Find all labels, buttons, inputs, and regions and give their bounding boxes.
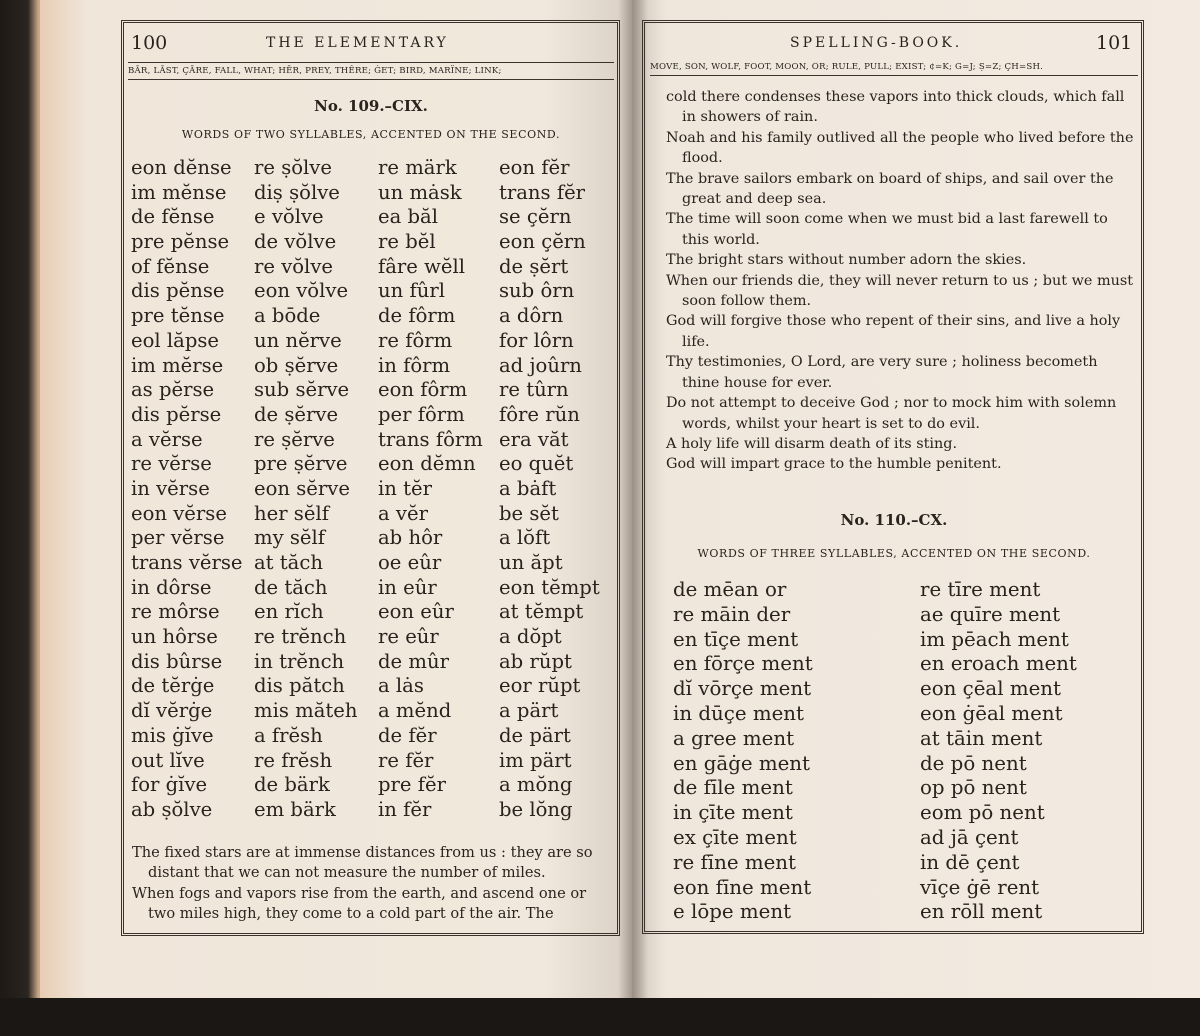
- spelling-word: em bärk: [254, 797, 336, 821]
- spelling-word: dĭ vĕrġe: [131, 699, 213, 723]
- spelling-word: diṣ ṣŏlve: [254, 180, 340, 204]
- lesson-109-column-1: [131, 156, 243, 823]
- reading-sentence: Thy testimonies, O Lord, are very sure ; holiness becometh thine house for ever.: [666, 354, 1098, 391]
- spelling-word: ab ṣŏlve: [131, 797, 213, 821]
- spelling-word: sub ôrn: [499, 279, 575, 303]
- spelling-word: im mĕnse: [131, 180, 227, 204]
- left-pronunciation-key: BĀR, LĀST, ÇĀRE, FALL, WHAT; HĒR, PREY, THÊRE; ĠET; BIRD, MARÏNE; LINK;: [128, 62, 614, 80]
- spelling-word: ad jā çent: [920, 825, 1019, 849]
- lesson-110-column-1: [673, 578, 813, 925]
- spelling-word: in dē çent: [920, 850, 1020, 874]
- spelling-word: dis pĕnse: [131, 279, 225, 303]
- spelling-word: at tăch: [254, 551, 323, 574]
- spelling-word: fâre wĕll: [378, 254, 466, 278]
- spelling-word: in vĕrse: [131, 476, 210, 500]
- spelling-word: trans vĕrse: [131, 551, 243, 574]
- spelling-word: a dôrn: [499, 304, 564, 328]
- spelling-word: re vĕrse: [131, 452, 212, 476]
- spelling-word: en tīçe ment: [673, 627, 799, 651]
- bottom-shadow: [0, 998, 1200, 1036]
- spelling-word: de ṣĕrt: [499, 254, 569, 278]
- spelling-word: eon fīne ment: [673, 875, 812, 899]
- spelling-word: re ṣĕrve: [254, 427, 335, 451]
- spelling-word: per fôrm: [378, 402, 465, 426]
- reading-sentence: When our friends die, they will never return to us ; but we must soon follow them.: [666, 272, 1134, 310]
- spelling-word: eor rŭpt: [499, 674, 581, 698]
- spelling-word: ae quīre ment: [920, 602, 1061, 626]
- spelling-word: en rĭch: [254, 600, 324, 624]
- spelling-word: e lōpe ment: [673, 900, 792, 924]
- reading-sentence: The time will soon come when we must bid a last farewell to this world.: [666, 211, 1108, 248]
- spelling-word: eon çēal ment: [920, 677, 1061, 701]
- reading-sentence: The fixed stars are at immense distances from us : they are so distant that we can not measure the number of miles.: [132, 844, 593, 882]
- lesson-109-column-2: [254, 156, 357, 823]
- spelling-word: eon sĕrve: [254, 476, 350, 500]
- spelling-word: out lĭve: [131, 748, 205, 772]
- spelling-word: for lôrn: [499, 328, 574, 352]
- spelling-word: vīçe ġē rent: [920, 875, 1040, 899]
- lesson-109-column-3: [378, 156, 483, 823]
- spelling-word: eon vĕrse: [131, 501, 227, 525]
- spelling-word: eo quĕt: [499, 452, 574, 476]
- spelling-word: dis bûrse: [131, 649, 223, 673]
- spelling-word: a mĕnd: [378, 699, 452, 723]
- spelling-word: a lŏft: [499, 526, 551, 550]
- spelling-word: a frĕsh: [254, 723, 323, 747]
- spelling-word: re vŏlve: [254, 254, 333, 278]
- spelling-word: mis ġĭve: [131, 723, 214, 747]
- spelling-word: dis pĕrse: [131, 402, 222, 426]
- spelling-word: of fĕnse: [131, 254, 210, 278]
- right-page-number: 101: [1096, 32, 1133, 54]
- spelling-word: de fīle ment: [673, 776, 793, 800]
- spelling-word: ea băl: [378, 205, 438, 229]
- reading-sentence: Noah and his family outlived all the people who lived before the flood.: [666, 129, 1134, 167]
- spelling-word: era văt: [499, 427, 569, 451]
- spelling-word: in dôrse: [131, 575, 212, 599]
- reading-sentence: God will forgive those who repent of their sins, and live a holy life.: [666, 313, 1121, 350]
- spelling-word: per vĕrse: [131, 526, 225, 550]
- spelling-word: a gree ment: [673, 726, 795, 750]
- spelling-word: fôre rŭn: [499, 402, 580, 426]
- spelling-word: my sĕlf: [254, 526, 326, 550]
- spelling-word: eon vŏlve: [254, 279, 349, 303]
- spelling-word: de pō nent: [920, 751, 1027, 775]
- spelling-word: de tăch: [254, 575, 328, 599]
- lesson-110-title: No. 110.–CX.: [840, 511, 948, 529]
- spelling-word: oe eûr: [378, 551, 442, 574]
- spelling-word: un nĕrve: [254, 328, 342, 352]
- spelling-word: de fĕnse: [131, 205, 215, 229]
- spelling-word: trans fĕr: [499, 180, 586, 204]
- spelling-word: mis măteh: [254, 699, 358, 723]
- spelling-word: in fĕr: [378, 797, 432, 821]
- right-running-head: SPELLING-BOOK.: [790, 35, 963, 51]
- spelling-word: at tĕmpt: [499, 600, 584, 624]
- spelling-word: eon çĕrn: [499, 230, 586, 254]
- spelling-word: a dŏpt: [499, 625, 562, 649]
- lesson-109-title: No. 109.–CIX.: [314, 97, 428, 115]
- spelling-word: pre ṣĕrve: [254, 452, 348, 476]
- spelling-word: as pĕrse: [131, 378, 215, 402]
- left-running-head: THE ELEMENTARY: [266, 35, 449, 51]
- spelling-word: op pō nent: [920, 776, 1027, 800]
- right-pronunciation-key: MOVE, SŎN, WOLF, FOOT, MOON, ÔR; RULE, PULL; EXIST; ¢=K; Ġ=J; Ṣ=Z; ÇH=SH.: [650, 62, 1138, 76]
- spelling-word: a bȧft: [499, 476, 557, 500]
- spelling-word: ex çīte ment: [673, 825, 797, 849]
- spelling-word: im mĕrse: [131, 353, 224, 377]
- spelling-word: de mēan or: [673, 578, 787, 601]
- spelling-word: de vŏlve: [254, 230, 337, 254]
- spelling-word: de fĕr: [378, 723, 437, 747]
- spelling-word: dĭ vōrçe ment: [673, 677, 812, 701]
- reading-sentence: The bright stars without number adorn the skies.: [666, 252, 1027, 269]
- spelling-word: in çīte ment: [673, 801, 793, 825]
- lesson-109-column-4: [499, 156, 600, 823]
- spelling-word: eol lăpse: [131, 328, 220, 352]
- spelling-word: eom pō nent: [920, 801, 1045, 825]
- spelling-word: a bōde: [254, 304, 321, 328]
- spelling-word: eon fĕr: [499, 156, 570, 179]
- spelling-word: a pärt: [499, 699, 559, 723]
- spelling-word: un hôrse: [131, 625, 218, 649]
- spelling-word: sub sĕrve: [254, 378, 350, 402]
- reading-sentence: Do not attempt to deceive God ; nor to mock him with solemn words, whilst your heart is set to do evil.: [666, 395, 1117, 432]
- spelling-word: eon tĕmpt: [499, 575, 600, 599]
- spelling-word: de ṣĕrve: [254, 402, 339, 426]
- right-reading-passage: [666, 87, 1134, 475]
- spelling-word: en fōrçe ment: [673, 652, 813, 676]
- left-page-number: 100: [131, 32, 168, 54]
- spelling-word: dis pătch: [254, 674, 345, 698]
- spelling-word: en eroach ment: [920, 652, 1077, 676]
- spelling-word: pre tĕnse: [131, 304, 225, 328]
- spelling-word: pre fĕr: [378, 773, 446, 797]
- spelling-word: for ġĭve: [131, 773, 208, 797]
- spelling-word: ad joûrn: [499, 353, 582, 377]
- reading-sentence: A holy life will disarm death of its sting.: [666, 435, 958, 452]
- lesson-110-subtitle: WORDS OF THREE SYLLABLES, ACCENTED ON THE SECOND.: [697, 547, 1091, 560]
- spelling-word: a lȧs: [378, 674, 424, 698]
- reading-sentence: God will impart grace to the humble penitent.: [666, 456, 1002, 473]
- spelling-word: un mȧsk: [378, 180, 462, 204]
- spelling-word: a mŏng: [499, 773, 573, 797]
- spelling-word: re bĕl: [378, 230, 436, 254]
- spelling-word: in fôrm: [378, 353, 451, 377]
- spelling-word: de tĕrġe: [131, 674, 215, 698]
- spelling-word: re fĕr: [378, 748, 434, 772]
- spelling-word: her sĕlf: [254, 501, 329, 525]
- spelling-word: trans fôrm: [378, 427, 483, 451]
- spelling-word: de fôrm: [378, 304, 456, 328]
- spelling-word: eon dĕnse: [131, 156, 232, 179]
- spelling-word: pre pĕnse: [131, 230, 230, 254]
- spelling-word: de bärk: [254, 773, 330, 797]
- spelling-word: at tāin ment: [920, 726, 1043, 750]
- spelling-word: e vŏlve: [254, 205, 324, 229]
- spelling-word: in eûr: [378, 575, 437, 599]
- spelling-word: im pēach ment: [920, 627, 1069, 651]
- spelling-word: re trĕnch: [254, 625, 347, 649]
- spelling-word: re tûrn: [499, 378, 569, 402]
- spelling-word: re môrse: [131, 600, 220, 624]
- spelling-word: im pärt: [499, 748, 572, 772]
- spelling-word: a vĕr: [378, 501, 428, 525]
- spelling-word: en rōll ment: [920, 900, 1043, 924]
- spelling-word: re fôrm: [378, 328, 453, 352]
- spelling-word: re märk: [378, 156, 457, 179]
- reading-sentence: The brave sailors embark on board of ships, and sail over the great and deep sea.: [666, 170, 1114, 208]
- spelling-word: be sĕt: [499, 501, 559, 525]
- spelling-word: ab rŭpt: [499, 649, 572, 673]
- spelling-word: re ṣŏlve: [254, 156, 332, 179]
- spelling-word: en gāġe ment: [673, 751, 811, 775]
- spelling-word: eon dĕmn: [378, 452, 476, 476]
- spelling-word: re tīre ment: [920, 578, 1041, 601]
- reading-sentence: cold there condenses these vapors into thick clouds, which fall in showers of rain.: [666, 89, 1125, 126]
- spelling-word: re eûr: [378, 625, 439, 649]
- lesson-109-subtitle: WORDS OF TWO SYLLABLES, ACCENTED ON THE SECOND.: [181, 128, 561, 141]
- spelling-word: eon ġēal ment: [920, 701, 1063, 725]
- spelling-word: ab hôr: [378, 526, 443, 550]
- spelling-word: un ăpt: [499, 551, 563, 574]
- reading-sentence: When fogs and vapors rise from the earth, and ascend one or two miles high, they come to a cold part of the air. The: [132, 884, 587, 923]
- spelling-word: in tĕr: [378, 476, 432, 500]
- lesson-110-column-2: [920, 578, 1077, 925]
- spelling-word: eon fôrm: [378, 378, 468, 402]
- spelling-word: in trĕnch: [254, 649, 345, 673]
- spelling-word: re māin der: [673, 602, 791, 626]
- spelling-word: se çĕrn: [499, 205, 572, 229]
- spelling-word: un fûrl: [378, 279, 445, 303]
- spelling-word: in dūçe ment: [673, 701, 804, 725]
- spelling-word: a vĕrse: [131, 427, 203, 451]
- spelling-word: eon eûr: [378, 600, 454, 624]
- spelling-word: de pärt: [499, 723, 571, 747]
- spelling-word: re fīne ment: [673, 850, 796, 874]
- spelling-word: be lŏng: [499, 797, 573, 821]
- spelling-word: de mûr: [378, 649, 449, 673]
- left-reading-passage: [132, 843, 612, 925]
- spelling-word: re frĕsh: [254, 748, 333, 772]
- spelling-word: ob ṣĕrve: [254, 353, 339, 377]
